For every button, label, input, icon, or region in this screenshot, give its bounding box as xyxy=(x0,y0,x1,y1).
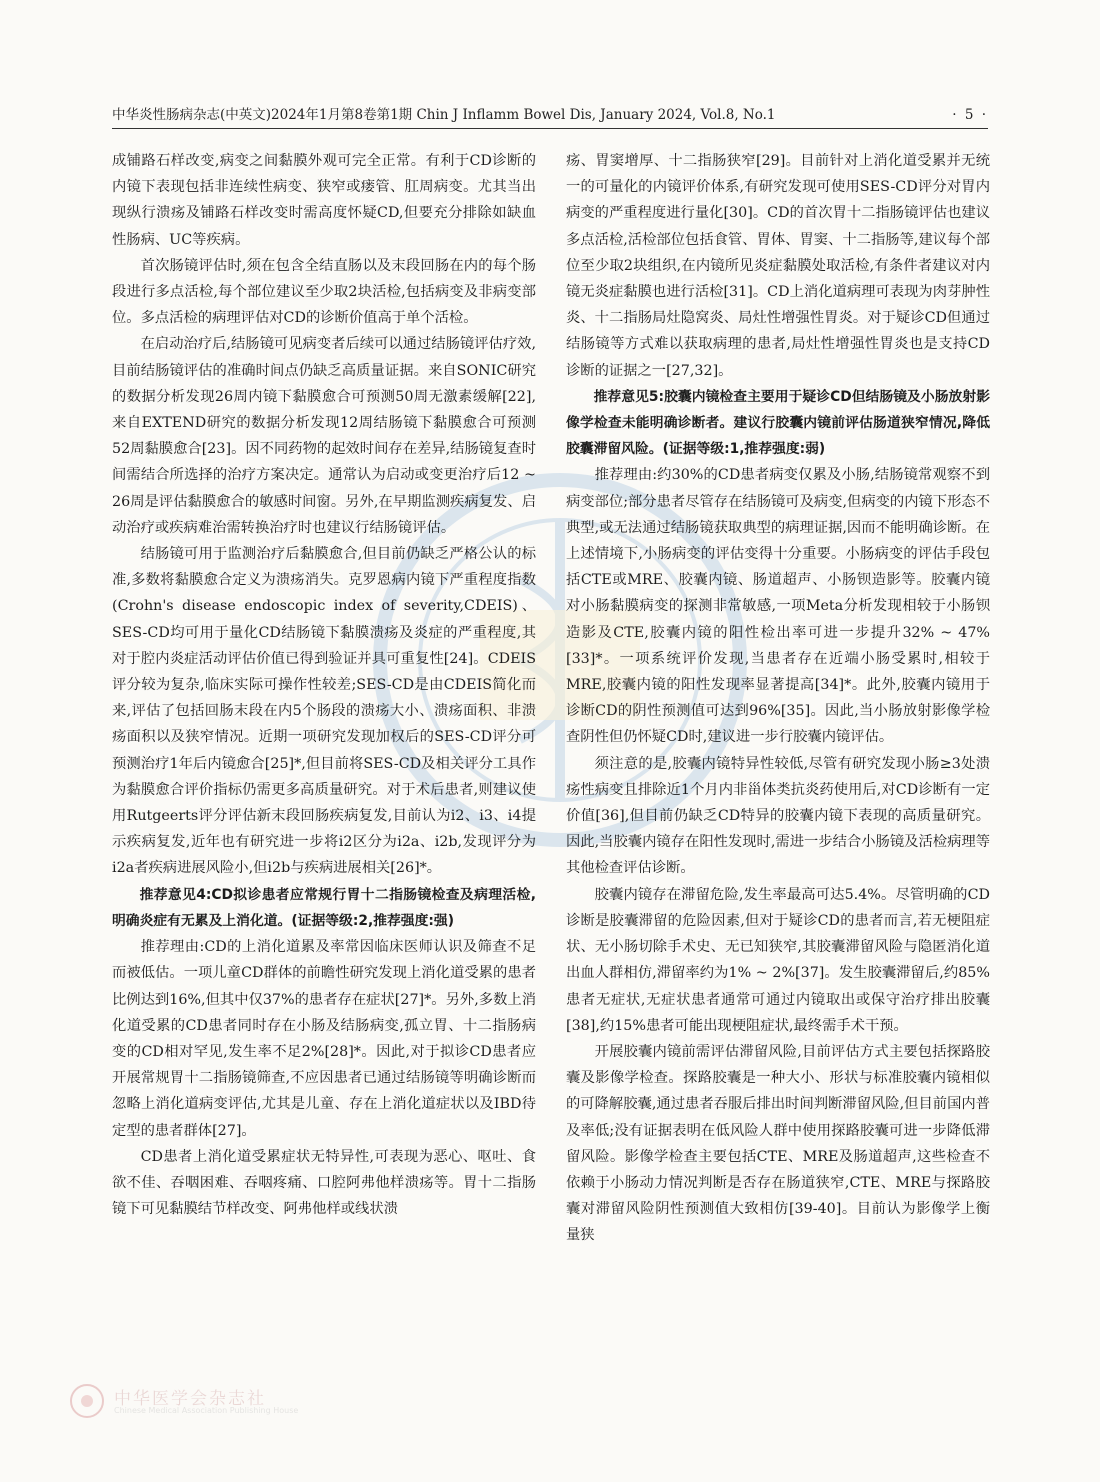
header-rule xyxy=(112,128,988,129)
paragraph: 推荐理由:约30%的CD患者病变仅累及小肠,结肠镜常观察不到病变部位;部分患者尽管存在结肠镜可及病变,但病变的内镜下形态不典型,或无法通过结肠镜获取典型的病理证据,因而不能明确诊断。在上述情境下,小肠病变的评估变得十分重要。小肠病变的评估手段包括CTE或MRE、胶囊内镜、肠道超声、小肠钡造影等。胶囊内镜对小肠黏膜病变的探测非常敏感,一项Meta分析发现相较于小肠钡造影及CTE,胶囊内镜的阳性检出率可进一步提升32% ~ 47%[33]*。一项系统评价发现,当患者存在近端小肠受累时,相较于MRE,胶囊内镜的阳性发现率显著提高[34]*。此外,胶囊内镜用于诊断CD的阴性预测值可达到96%[35]。因此,当小肠放射影像学检查阴性但仍怀疑CD时,建议进一步行胶囊内镜评估。 xyxy=(566,467,990,746)
paragraph: 开展胶囊内镜前需评估滞留风险,目前评估方式主要包括探路胶囊及影像学检查。探路胶囊是一种大小、形状与标准胶囊内镜相似的可降解胶囊,通过患者吞服后排出时间判断滞留风险,但目前国内普及率低;没有证据表明在低风险人群中使用探路胶囊可进一步降低滞留风险。影像学检查主要包括CTE、MRE及肠道超声,这些检查不依赖于小肠动力情况判断是否存在肠道狭窄,CTE、MRE与探路胶囊对滞留风险阴性预测值大致相仿[39-40]。目前认为影像学上衡量狭 xyxy=(566,1043,990,1244)
paragraph: 首次肠镜评估时,须在包含全结直肠以及末段回肠在内的每个肠段进行多点活检,每个部位建议至少取2块活检,包括病变及非病变部位。多点活检的病理评估对CD的诊断价值高于单个活检。 xyxy=(112,257,536,327)
publisher-logo xyxy=(70,1382,490,1422)
paragraph: 成铺路石样改变,病变之间黏膜外观可完全正常。有利于CD诊断的内镜下表现包括非连续性病变、狭窄或瘘管、肛周病变。尤其当出现纵行溃疡及铺路石样改变时需高度怀疑CD,但要充分排除如缺血性肠病、UC等疾病。 xyxy=(112,153,536,248)
paragraph: 结肠镜可用于监测治疗后黏膜愈合,但目前仍缺乏严格公认的标准,多数将黏膜愈合定义为溃疡消失。克罗恩病内镜下严重程度指数(Crohn's disease endoscopic index of severity,CDEIS)、SES-CD均可用于量化CD结肠镜下黏膜溃疡及炎症的严重程度,其对于腔内炎症活动评估价值已得到验证并具可重复性[24]。CDEIS评分较为复杂,临床实际可操作性较差;SES-CD是由CDEIS简化而来,评估了包括回肠末段在内5个肠段的溃疡大小、溃疡面积、非溃疡面积以及狭窄情况。近期一项研究发现加权后的SES-CD评分可预测治疗1年后内镜愈合[25]*,但目前将SES-CD及相关评分工具作为黏膜愈合评价指标仍需更多高质量研究。对于术后患者,则建议使用Rutgeerts评分评估新末段回肠疾病复发,目前认为i2、i3、i4提示疾病复发,近年也有研究进一步将i2区分为i2a、i2b,发现评分为i2a者疾病进展风险小,但i2b与疾病进展相关[26]*。 xyxy=(112,546,536,877)
recommendation-5: 推荐意见5:胶囊内镜检查主要用于疑诊CD但结肠镜及小肠放射影像学检查未能明确诊断者。建议行胶囊内镜前评估肠道狭窄情况,降低胶囊滞留风险。(证据等级:1,推荐强度:弱) xyxy=(566,388,990,458)
publisher-name-en: Chinese Medical Association Publishing House xyxy=(114,1406,299,1415)
paragraph: 在启动治疗后,结肠镜可见病变者后续可以通过结肠镜评估疗效,目前结肠镜评估的准确时间点仍缺乏高质量证据。来自SONIC研究的数据分析发现26周内镜下黏膜愈合可预测50周无激素缓解[22],来自EXTEND研究的数据分析发现12周结肠镜下黏膜愈合可预测52周黏膜愈合[23]。因不同药物的起效时间存在差异,结肠镜复查时间需结合所选择的治疗方案决定。通常认为启动或变更治疗后12 ~ 26周是评估黏膜愈合的敏感时间窗。另外,在早期监测疾病复发、启动治疗或疾病难治需转换治疗时也建议行结肠镜评估。 xyxy=(112,336,536,536)
paragraph: 疡、胃窦增厚、十二指肠狭窄[29]。目前针对上消化道受累并无统一的可量化的内镜评价体系,有研究发现可使用SES-CD评分对胃内病变的严重程度进行量化[30]。CD的首次胃十二指肠镜评估也建议多点活检,活检部位包括食管、胃体、胃窦、十二指肠等,建议每个部位至少取2块组织,在内镜所见炎症黏膜处取活检,有条件者建议对内镜无炎症黏膜也进行活检[31]。CD上消化道病理可表现为肉芽肿性炎、十二指肠局灶隐窝炎、局灶性增强性胃炎。对于疑诊CD但通过结肠镜等方式难以获取病理的患者,局灶性增强性胃炎也是支持CD诊断的证据之一[27,32]。 xyxy=(566,153,990,379)
running-header xyxy=(112,104,988,126)
paragraph: 胶囊内镜存在滞留危险,发生率最高可达5.4%。尽管明确的CD诊断是胶囊滞留的危险因素,但对于疑诊CD的患者而言,若无梗阻症状、无小肠切除手术史、无已知狭窄,其胶囊滞留风险与隐匿消化道出血人群相仿,滞留率约为1% ~ 2%[37]。发生胶囊滞留后,约85%患者无症状,无症状患者通常可通过内镜取出或保守治疗排出胶囊[38],约15%患者可能出现梗阻症状,最终需手术干预。 xyxy=(566,886,990,1034)
page-number: · 5 · xyxy=(952,107,988,123)
publisher-seal-icon xyxy=(70,1384,104,1418)
recommendation-4: 推荐意见4:CD拟诊患者应常规行胃十二指肠镜检查及病理活检,明确炎症有无累及上消化道。(证据等级:2,推荐强度:强) xyxy=(112,886,536,929)
journal-citation: 中华炎性肠病杂志(中英文)2024年1月第8卷第1期 Chin J Inflamm Bowel Dis, January 2024, Vol.8, No.1 xyxy=(112,107,776,123)
paragraph: 推荐理由:CD的上消化道累及率常因临床医师认识及筛查不足而被低估。一项儿童CD群体的前瞻性研究发现上消化道受累的患者比例达到16%,但其中仅37%的患者存在症状[27]*。另外,多数上消化道受累的CD患者同时存在小肠及结肠病变,孤立胃、十二指肠病变的CD相对罕见,发生率不足2%[28]*。因此,对于拟诊CD患者应开展常规胃十二指肠镜筛查,不应因患者已通过结肠镜等明确诊断而忽略上消化道病变评估,尤其是儿童、存在上消化道症状以及IBD待定型的患者群体[27]。 xyxy=(112,939,536,1139)
paragraph: CD患者上消化道受累症状无特异性,可表现为恶心、呕吐、食欲不佳、吞咽困难、吞咽疼痛、口腔阿弗他样溃疡等。胃十二指肠镜下可见黏膜结节样改变、阿弗他样或线状溃 xyxy=(112,1148,536,1218)
paragraph: 须注意的是,胶囊内镜特异性较低,尽管有研究发现小肠≥3处溃疡性病变且排除近1个月内非甾体类抗炎药使用后,对CD诊断有一定价值[36],但目前仍缺乏CD特异的胶囊内镜下表现的高质量研究。因此,当胶囊内镜存在阳性发现时,需进一步结合小肠镜及活检病理等其他检查评估诊断。 xyxy=(566,755,990,877)
publisher-name-cn: 中华医学会杂志社 xyxy=(114,1389,266,1409)
left-column xyxy=(112,148,536,1222)
right-column xyxy=(566,148,990,1249)
